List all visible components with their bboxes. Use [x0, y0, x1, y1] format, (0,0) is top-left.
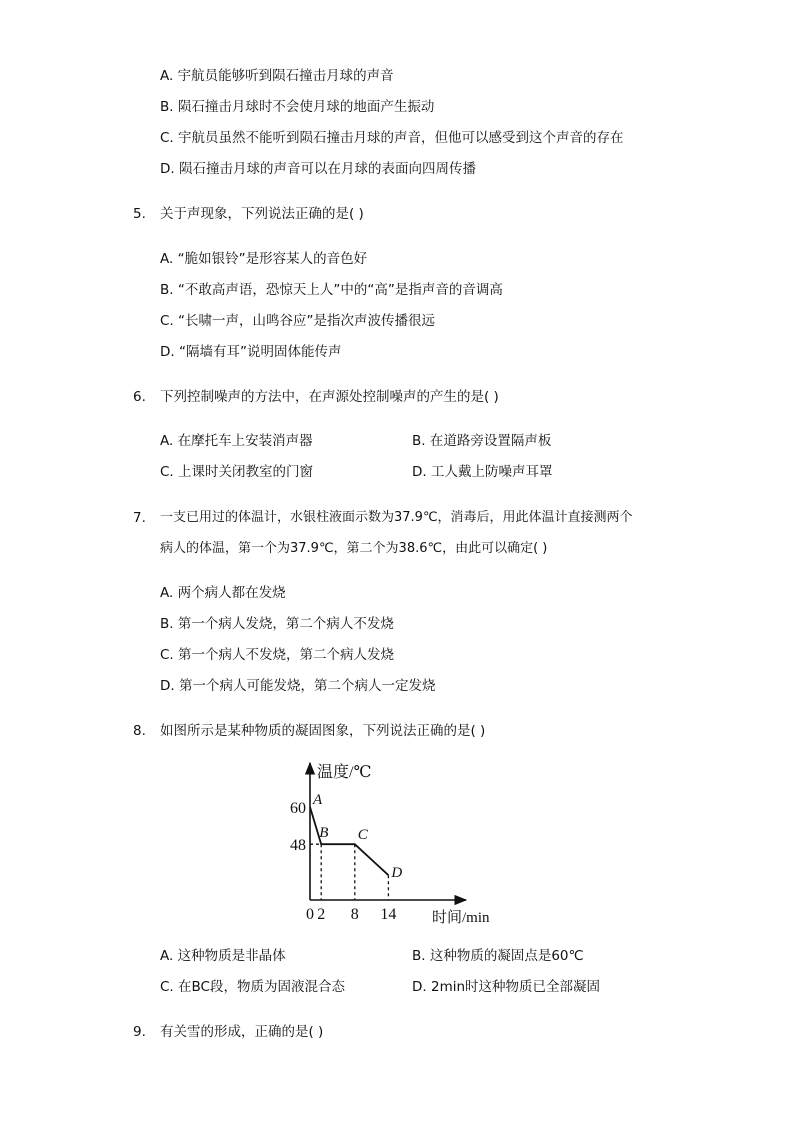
- q8-number: 8.: [133, 723, 146, 739]
- q7-stem-line2: 病人的体温，第一个为37.9℃，第二个为38.6℃，由此可以确定( ): [160, 541, 548, 556]
- q4-option-d: D. 陨石撞击月球的声音可以在月球的表面向四周传播: [160, 161, 476, 177]
- guide-lines: [310, 844, 388, 900]
- q6-number: 6.: [133, 389, 146, 405]
- x-axis-label: 时间/min: [432, 910, 490, 926]
- q7-option-c: C. 第一个病人不发烧，第二个病人发烧: [160, 647, 395, 663]
- q9-number: 9.: [133, 1024, 146, 1040]
- q8-option-d: D. 2min时这种物质已全部凝固: [412, 979, 601, 995]
- q8-option-a: A. 这种物质是非晶体: [160, 948, 286, 964]
- q7-number: 7.: [133, 510, 146, 526]
- q6-stem: 下列控制噪声的方法中，在声源处控制噪声的产生的是( ): [160, 389, 499, 405]
- q5-option-d: D. “隔墙有耳”说明固体能传声: [160, 344, 342, 360]
- y-tick-48: 48: [290, 837, 306, 855]
- q5-option-c: C. “长啸一声，山鸣谷应”是指次声波传播很远: [160, 313, 435, 329]
- point-labels: [312, 792, 402, 881]
- q7-stem-line1: 一支已用过的体温计，水银柱液面示数为37.9℃，消毒后，用此体温计直接测两个: [160, 510, 633, 525]
- q6-option-d: D. 工人戴上防噪声耳罩: [412, 464, 553, 480]
- point-label-B: B: [319, 825, 329, 842]
- q6-option-c: C. 上课时关闭教室的门窗: [160, 464, 314, 480]
- x-tick-2: 2: [317, 906, 326, 923]
- q8-stem: 如图所示是某种物质的凝固图象，下列说法正确的是( ): [160, 723, 486, 739]
- q5-option-b: B. “不敢高声语，恐惊天上人”中的“高”是指声音的音调高: [160, 282, 503, 298]
- q7-option-d: D. 第一个病人可能发烧，第二个病人一定发烧: [160, 678, 436, 694]
- q8-option-b: B. 这种物质的凝固点是60℃: [412, 948, 584, 964]
- x-tick-14: 14: [380, 906, 397, 923]
- point-label-C: C: [357, 827, 368, 844]
- y-axis-label: 温度/℃: [317, 764, 372, 781]
- y-tick-labels: [290, 800, 306, 854]
- q5-number: 5.: [133, 206, 146, 222]
- q6-option-b: B. 在道路旁设置隔声板: [412, 433, 552, 449]
- x-tick-0: 0: [306, 906, 314, 923]
- x-tick-labels: [306, 906, 396, 923]
- q4-option-b: B. 陨石撞击月球时不会使月球的地面产生振动: [160, 99, 435, 115]
- point-label-A: A: [313, 792, 323, 808]
- solidification-graph: [280, 755, 520, 930]
- q4-option-c: C. 宇航员虽然不能听到陨石撞击月球的声音，但他可以感受到这个声音的存在: [160, 130, 624, 146]
- x-tick-8: 8: [350, 906, 359, 923]
- q6-option-a: A. 在摩托车上安装消声器: [160, 433, 313, 449]
- q7-option-b: B. 第一个病人发烧，第二个病人不发烧: [160, 616, 394, 632]
- q5-stem: 关于声现象，下列说法正确的是( ): [160, 206, 364, 222]
- q9-stem: 有关雪的形成，正确的是( ): [160, 1024, 324, 1040]
- q7-option-a: A. 两个病人都在发烧: [160, 585, 286, 601]
- q5-option-a: A. “脆如银铃”是形容某人的音色好: [160, 251, 368, 267]
- y-tick-60: 60: [290, 800, 306, 817]
- q8-option-c: C. 在BC段，物质为固液混合态: [160, 979, 345, 995]
- point-label-D: D: [391, 865, 403, 882]
- q4-option-a: A. 宇航员能够听到陨石撞击月球的声音: [160, 68, 394, 84]
